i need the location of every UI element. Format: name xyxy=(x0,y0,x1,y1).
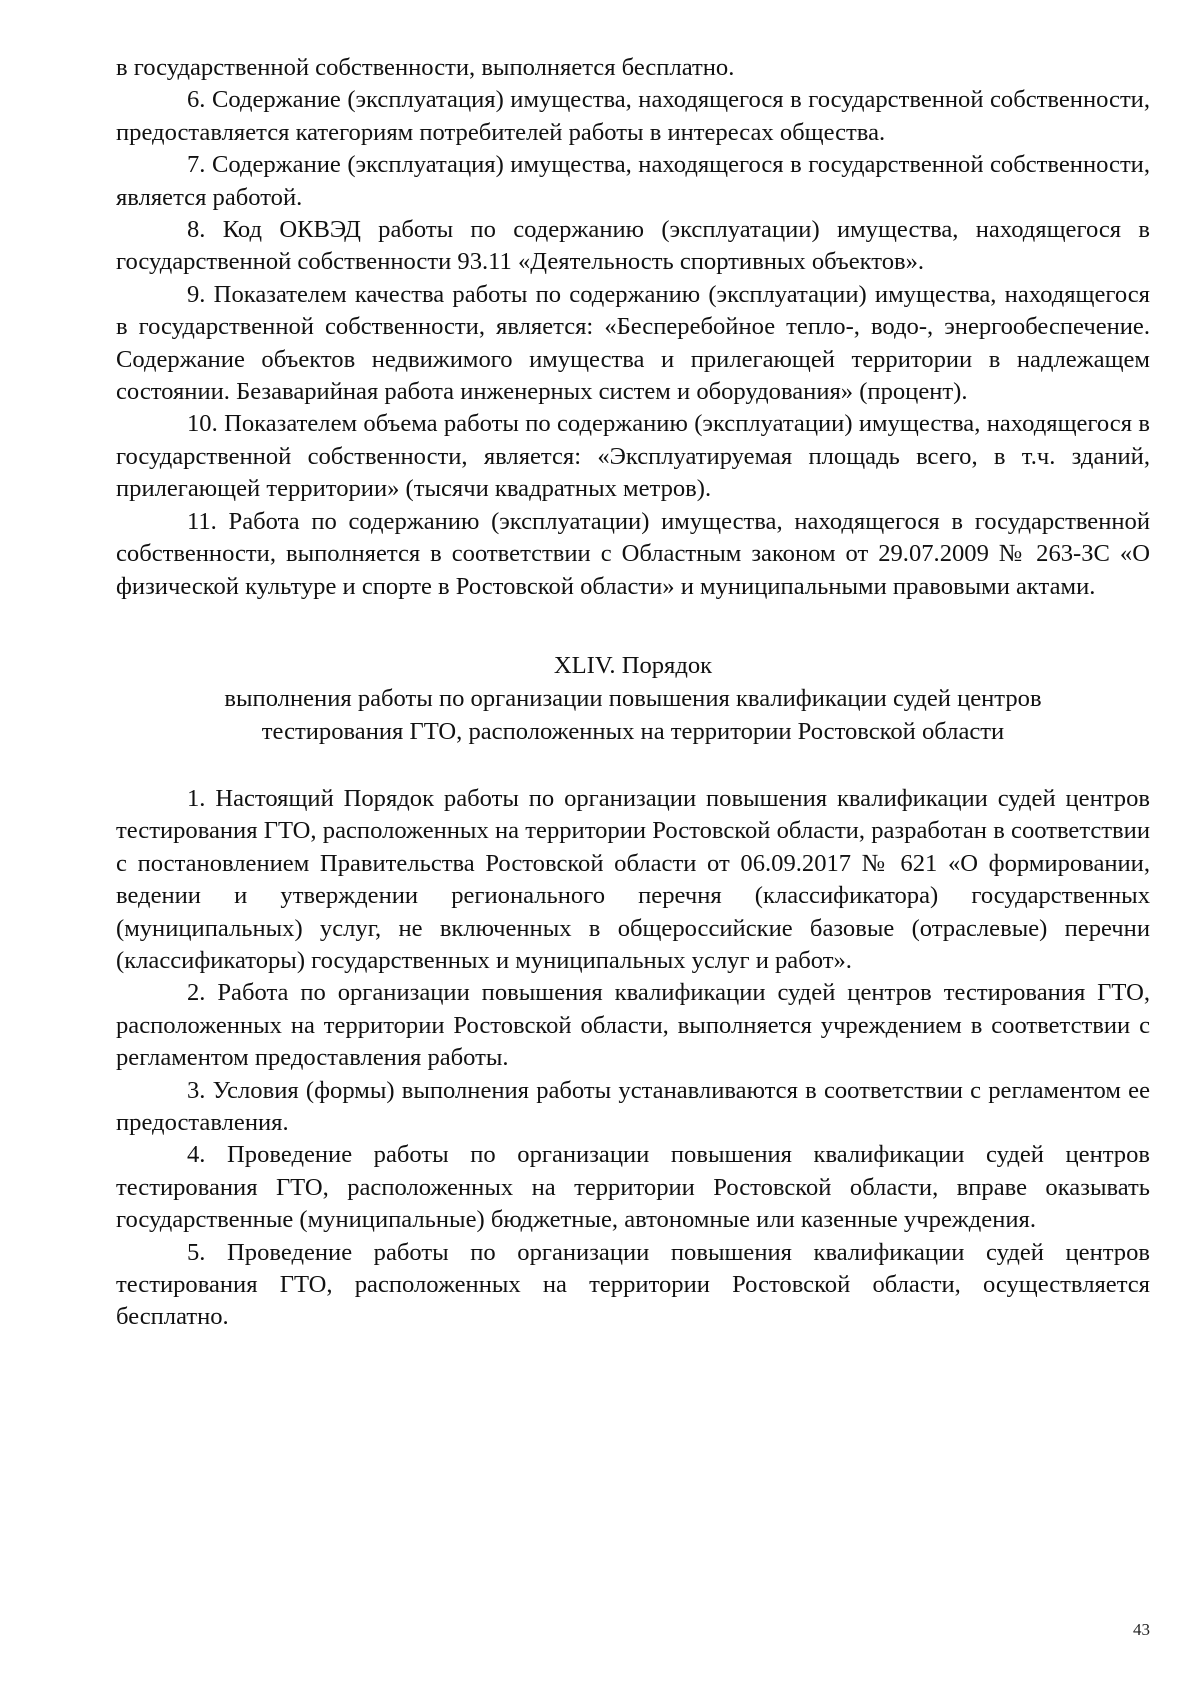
paragraph-7: 7. Содержание (эксплуатация) имущества, находящегося в государственной собственности, является работой. xyxy=(116,151,1150,211)
section-paragraph-3: 3. Условия (формы) выполнения работы устанавливаются в соответствии с регламентом ее предоставления. xyxy=(116,1076,1150,1136)
paragraph-11: 11. Работа по содержанию (эксплуатации) имущества, находящегося в государственной собственности, выполняется в соответствии с Областным законом от 29.07.2009 № 263-ЗС «О физической культуре и спорте в Ростовской области» и муниципальными правовыми актами. xyxy=(116,507,1150,600)
section-heading-subtitle-line1: выполнения работы по организации повышения квалификации судей центров xyxy=(224,684,1042,712)
section-heading-subtitle-line2: тестирования ГТО, расположенных на территории Ростовской области xyxy=(261,717,1005,745)
heading-spacer xyxy=(116,748,1150,783)
paragraph-10: 10. Показателем объема работы по содержанию (эксплуатации) имущества, находящегося в государственной собственности, является: «Эксплуатируемая площадь всего, в т.ч. зданий, прилегающей территории» (тысячи квадратных метров). xyxy=(116,410,1150,503)
paragraph-6: 6. Содержание (эксплуатация) имущества, находящегося в государственной собственности, предоставляется категориям потребителей работы в интересах общества. xyxy=(116,86,1150,146)
section-paragraph-1: 1. Настоящий Порядок работы по организации повышения квалификации судей центров тестирования ГТО, расположенных на территории Ростовской области, разработан в соответствии с постановлением Правительства Ростовской области от 06.09.2017 № 621 «О формировании, ведении и утверждении регионального перечня (классификатора) государственных (муниципальных) услуг, не включенных в общероссийские базовые (отраслевые) перечни (классификаторы) государственных и муниципальных услуг и работ». xyxy=(116,784,1150,974)
page-number: 43 xyxy=(1133,1620,1150,1639)
section-paragraph-4: 4. Проведение работы по организации повышения квалификации судей центров тестирования ГТО, расположенных на территории Ростовской области, вправе оказывать государственные (муниципальные) бюджетные, автономные или казенные учреждения. xyxy=(116,1141,1150,1234)
document-page xyxy=(116,52,1150,1334)
paragraph-continuation: в государственной собственности, выполняется бесплатно. xyxy=(116,54,735,81)
paragraph-8: 8. Код ОКВЭД работы по содержанию (эксплуатации) имущества, находящегося в государственной собственности 93.11 «Деятельность спортивных объектов». xyxy=(116,216,1150,276)
section-paragraph-5: 5. Проведение работы по организации повышения квалификации судей центров тестирования ГТО, расположенных на территории Ростовской области, осуществляется бесплатно. xyxy=(116,1238,1150,1331)
paragraph-9: 9. Показателем качества работы по содержанию (эксплуатации) имущества, находящегося в государственной собственности, является: «Бесперебойное тепло-, водо-, энергообеспечение. Содержание объектов недвижимого имущества и прилегающей территории в надлежащем состоянии. Безаварийная работа инженерных систем и оборудования» (процент). xyxy=(116,280,1150,406)
section-heading xyxy=(116,649,1150,748)
section-heading-title: XLIV. Порядок xyxy=(553,651,713,679)
section-paragraph-2: 2. Работа по организации повышения квалификации судей центров тестирования ГТО, расположенных на территории Ростовской области, выполняется учреждением в соответствии с регламентом предоставления работы. xyxy=(116,979,1150,1072)
